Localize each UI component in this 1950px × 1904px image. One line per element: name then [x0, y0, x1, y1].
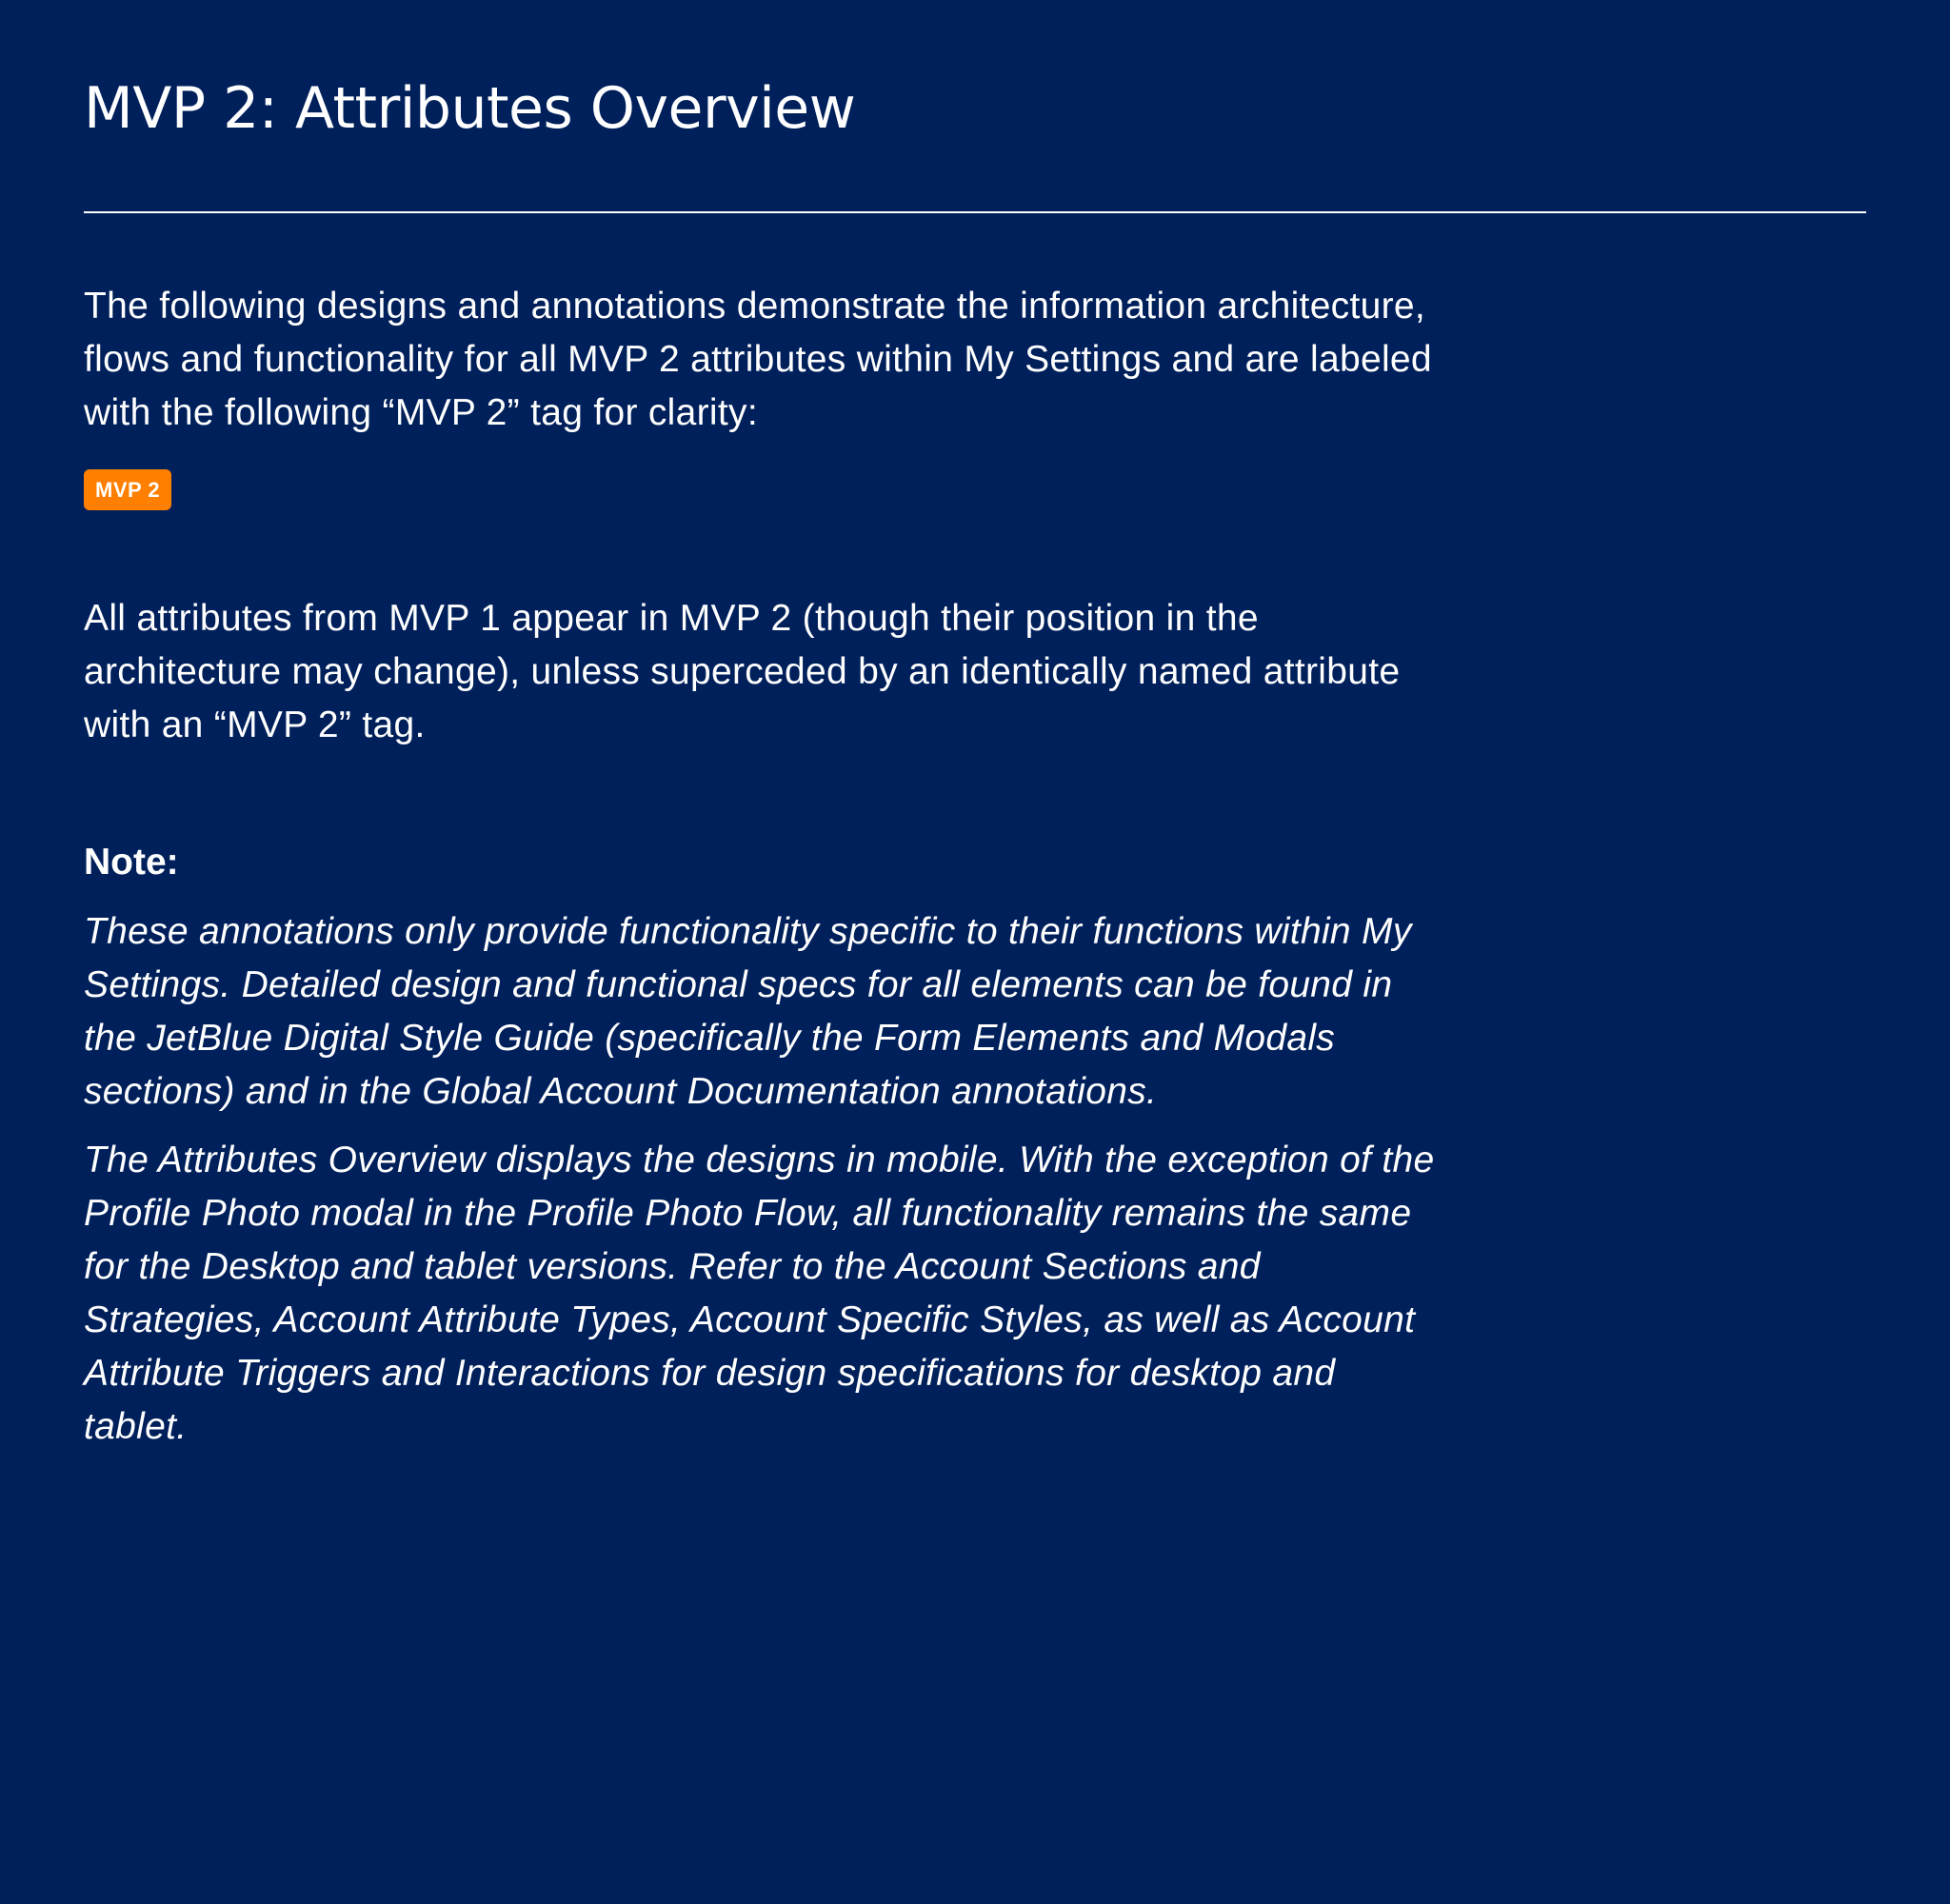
note-heading: Note:: [84, 842, 179, 883]
intro-paragraph: The following designs and annotations demonstrate the information architecture, flows and functionality for all MVP 2 attributes within My Settings and are labeled with the following “MVP 2” tag for clarity:: [84, 286, 1432, 433]
note-paragraph-overview: The Attributes Overview displays the designs in mobile. With the exception of the Profile Photo modal in the Profile Photo Flow, all functionality remains the same for the Desktop and tablet versions. Refer to the Account Sections and Strategies, Account Attribute Types, Account Specific Styles, as well as Account Attribute Triggers and Interactions for design specifications for desktop and tablet.: [84, 1140, 1435, 1447]
page-title: MVP 2: Attributes Overview: [84, 75, 856, 142]
mvp-1-paragraph: All attributes from MVP 1 appear in MVP 2 (though their position in the architecture may change), unless superceded by an identically named attribute with an “MVP 2” tag.: [84, 598, 1401, 745]
note-paragraph-annotations: These annotations only provide functionality specific to their functions within My Settings. Detailed design and functional specs for all elements can be found in the JetBlue Digital Style Guide (specifically the Form Elements and Modals sections) and in the Global Account Documentation annotations.: [84, 911, 1412, 1112]
title-divider: [84, 211, 1866, 213]
mvp-2-tag: MVP 2: [84, 469, 171, 510]
